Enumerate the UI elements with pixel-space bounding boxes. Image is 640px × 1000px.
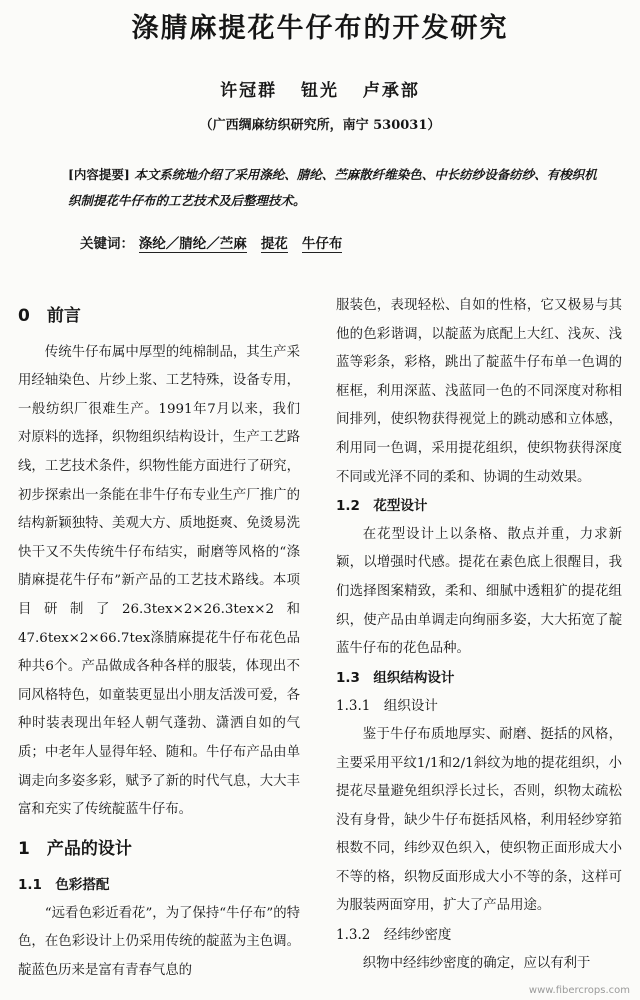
keyword-item: 牛仔布 [301, 236, 343, 252]
keywords-label: 关键词： [80, 236, 134, 252]
keywords [80, 232, 600, 252]
section-heading: 0 前言 [18, 306, 81, 326]
paragraph: 鉴于牛仔布质地厚实、耐磨、挺括的风格，主要采用平纹1/1和2/1斜纹为地的提花组织，小提花尽量避免组织浮长过长，否则，织物太疏松没有身骨，缺少牛仔布挺括风格，利用轻纱穿筘根数不同，纬纱双色织入，使织物正面形成大小不等的格，织物反面形成大小不等的条，这样可为服装两面穿用，扩大了产品用途。 [336, 726, 622, 914]
left-column [18, 292, 300, 986]
right-column [336, 292, 622, 978]
keyword-item: 涤纶／腈纶／苎麻 [138, 236, 247, 252]
subsection-heading: 1.3 组织结构设计 [336, 669, 455, 686]
paragraph: 传统牛仔布属中厚型的纯棉制品，其生产采用经轴染色、片纱上浆、工艺特殊，设备专用，一般纺织厂很难生产。1991年7月以来，我们对原料的选择，织物组织结构设计，生产工艺路线，工艺技术条件，织物性能方面进行了研究，初步探索出一条能在非牛仔布专业生产厂推广的结构新颖独特、美观大方、质地挺爽、免烫易洗快干又不失传统牛仔布结实，耐磨等风格的“涤腈麻提花牛仔布”新产品的工艺技术路线。本项目研制了26.3tex×2×26.3tex×2和47.6tex×2×66.7tex涤腈麻提花牛仔布花色品种共6个。产品做成各种各样的服装，体现出不同风格特色，如童装更显出小朋友活泼可爱，各种时装表现出年轻人朝气蓬勃、潇洒自如的气质；中老年人显得年轻、随和。牛仔布产品由单调走向多姿多彩，赋予了新的时代气息，大大丰富和充实了传统靛蓝牛仔布。 [18, 344, 300, 818]
abstract-label: [内容提要] [68, 167, 130, 182]
paragraph: 服装色，表现轻松、自如的性格，它又极易与其他的色彩谐调，以靛蓝为底配上大红、浅灰、浅蓝等彩条，彩格，跳出了靛蓝牛仔布单一色调的框框，利用深蓝、浅蓝同一色的不同深度对称相间排列，使织物获得视觉上的跳动感和立体感，利用同一色调，采用提花组织，使织物获得深度不同或光泽不同的柔和、协调的生动效果。 [336, 298, 622, 485]
author-name: 钮光 [301, 81, 339, 101]
affiliation: （广西绸麻纺织研究所，南宁 530031） [199, 118, 441, 133]
subsubsection-heading: 1.3.1 组织设计 [336, 698, 438, 715]
abstract-text: 本文系统地介绍了采用涤纶、腈纶、苎麻散纤维染色、中长纺纱设备纺纱、有梭织机织制提花牛仔布的工艺技术及后整理技术。 [68, 167, 597, 208]
subsection-heading: 1.2 花型设计 [336, 498, 428, 515]
section-heading: 1 产品的设计 [18, 838, 132, 859]
paragraph: 在花型设计上以条格、散点并重，力求新颖，以增强时代感。提花在素色底上很醒目，我们选择图案精致，柔和、细腻中透粗犷的提花组织，使产品由单调走向绚丽多姿，大大拓宽了靛蓝牛仔布的花色品种。 [336, 526, 622, 657]
author-name: 许冠群 [220, 81, 278, 101]
paragraph: “远看色彩近看花”，为了保持“牛仔布”的特色，在色彩设计上仍采用传统的靛蓝为主色调。靛蓝色历来是富有青春气息的 [18, 905, 300, 979]
keyword-item: 提花 [260, 236, 288, 252]
abstract [68, 162, 608, 214]
author-list [0, 76, 640, 101]
paragraph: 织物中经纬纱密度的确定，应以有利于 [362, 955, 591, 971]
subsection-heading: 1.1 色彩搭配 [18, 877, 110, 894]
author-name: 卢承部 [362, 81, 420, 101]
subsubsection-heading: 1.3.2 经纬纱密度 [336, 927, 452, 944]
watermark: www.fibercrops.com [528, 985, 630, 996]
paper-title: 涤腈麻提花牛仔布的开发研究 [131, 13, 509, 44]
